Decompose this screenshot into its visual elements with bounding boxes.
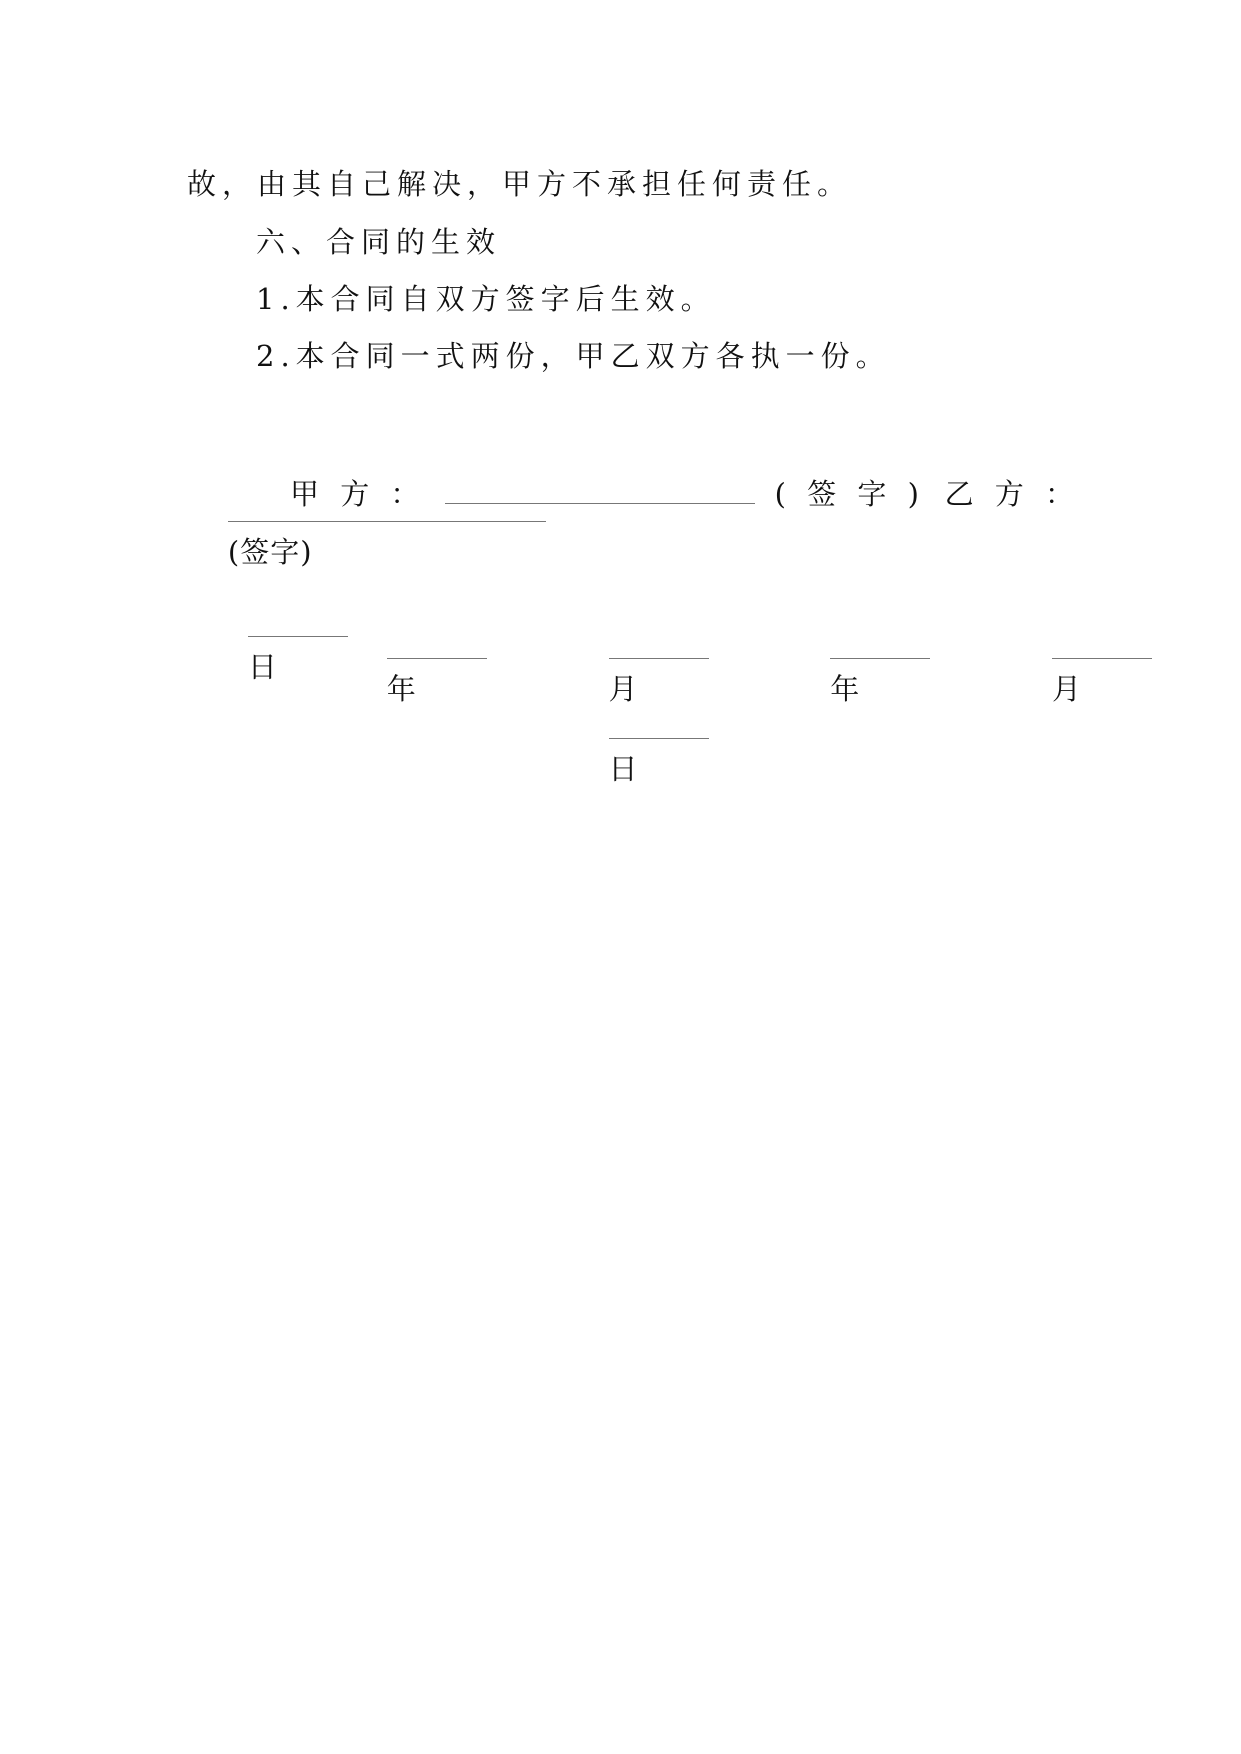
date-row-content	[265, 589, 1088, 829]
party-a-year-label: 年	[386, 672, 422, 706]
party-a-label: 甲 方 ：	[290, 477, 426, 511]
section-heading: 六、合同的生效	[256, 225, 502, 259]
date-row	[265, 509, 1088, 909]
party-b-label: 乙 方 ：	[944, 477, 1080, 511]
party-b-year-label: 年	[830, 672, 866, 706]
party-b-month-field[interactable]	[1052, 634, 1152, 659]
paragraph-line-1: 故，由其自己解决，甲方不承担任何责任。	[187, 167, 853, 201]
party-a-year-field[interactable]	[387, 634, 487, 659]
party-b-month	[930, 589, 1152, 749]
party-b-year-field[interactable]	[830, 634, 930, 659]
party-b-day-label: 日	[247, 650, 283, 684]
clause-2: 2.本合同一式两份，甲乙双方各执一份。	[256, 339, 891, 373]
party-a-day-field[interactable]	[609, 714, 709, 739]
party-b-sign-note: (签字)	[227, 535, 313, 569]
party-a-sign-note: ( 签 字 )	[774, 477, 925, 511]
party-a-day-label: 日	[608, 752, 644, 786]
clause-1: 1.本合同自双方签字后生效。	[256, 282, 716, 316]
party-a-month-day	[487, 589, 709, 829]
party-b-day-field[interactable]	[248, 612, 348, 637]
party-b-month-label: 月	[1052, 672, 1088, 706]
date-row-continued	[187, 567, 348, 727]
party-a-month-field[interactable]	[609, 634, 709, 659]
party-b-year	[709, 589, 931, 749]
party-a-month-label: 月	[608, 672, 644, 706]
